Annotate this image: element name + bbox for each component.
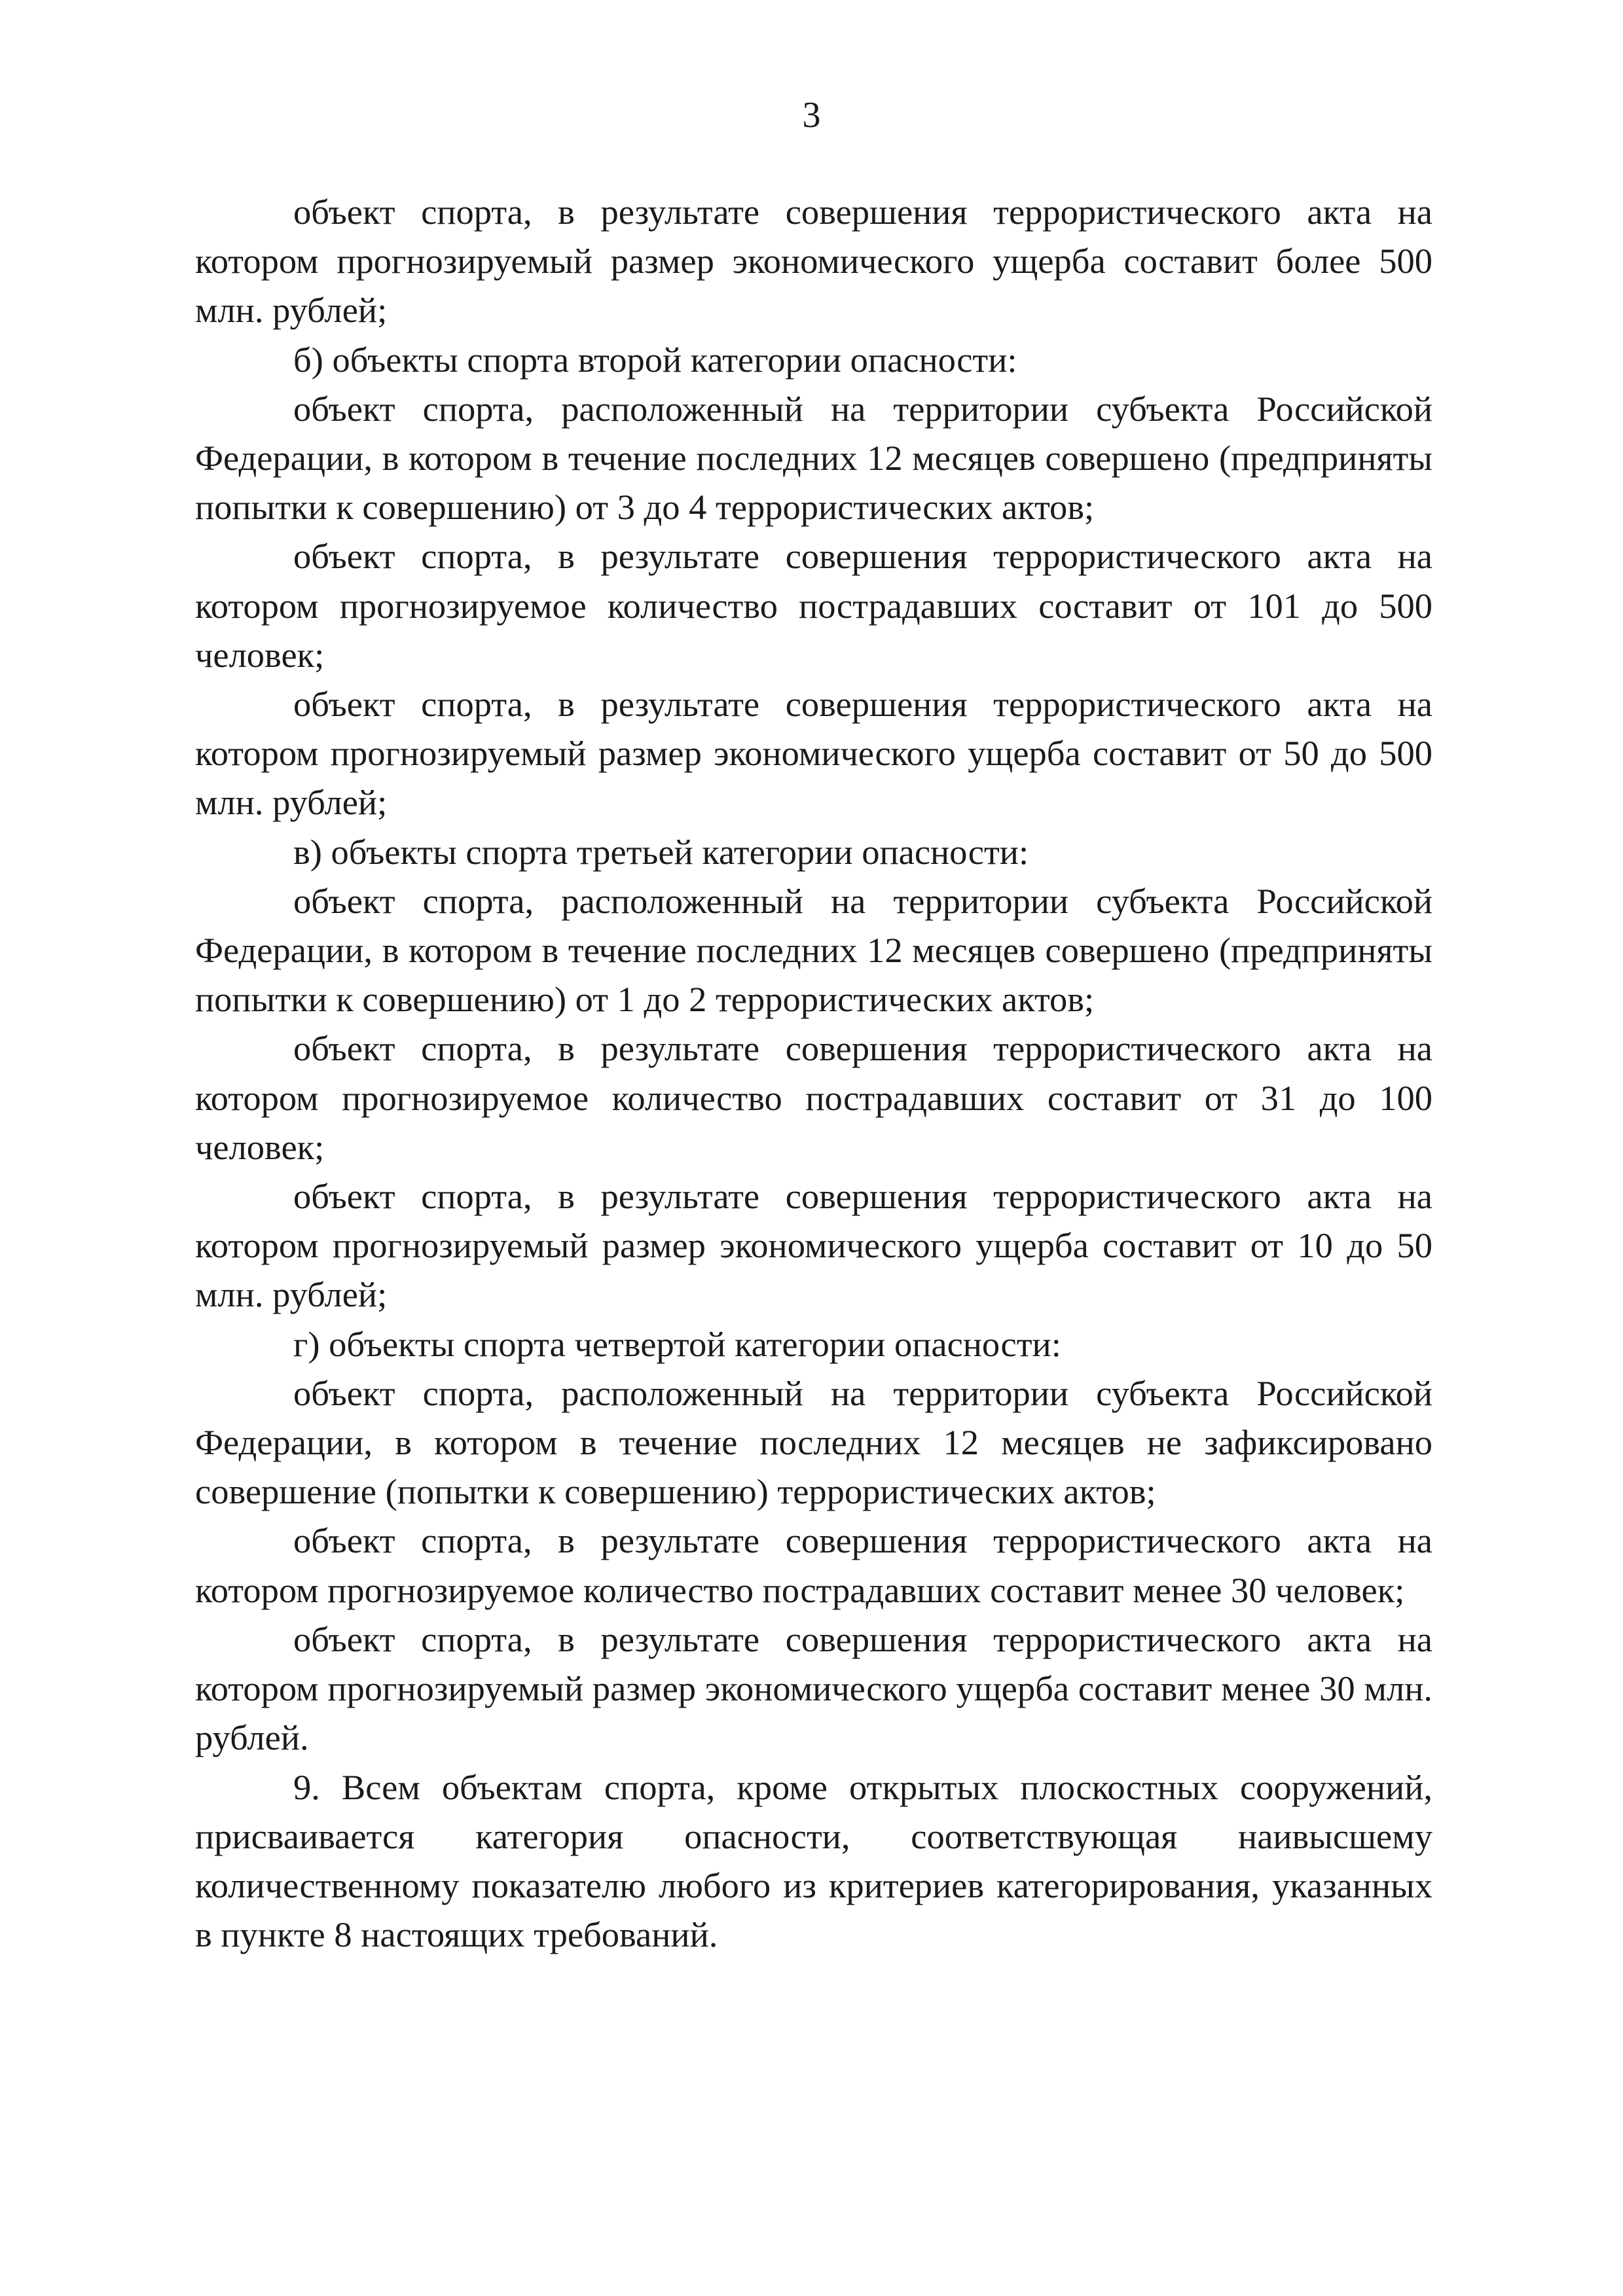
paragraph-2: б) объекты спорта второй категории опасности: [293,339,1017,380]
paragraph-9: объект спорта, в результате совершения террористического акта на котором прогнозируемый размер экономического ущерба составит от 10 до 50 млн. рублей; [195,1176,1432,1315]
paragraph-6: в) объекты спорта третьей категории опасности: [293,831,1029,872]
paragraph-13: объект спорта, в результате совершения террористического акта на котором прогнозируемый размер экономического ущерба составит менее 30 млн. рублей. [195,1619,1432,1758]
body-text [195,187,1432,1959]
paragraph-8: объект спорта, в результате совершения террористического акта на котором прогнозируемое количество пострадавших составит от 31 до 100 человек; [195,1028,1432,1167]
paragraph-10: г) объекты спорта четвертой категории опасности: [293,1323,1061,1364]
paragraph-4: объект спорта, в результате совершения террористического акта на котором прогнозируемое количество пострадавших составит от 101 до 500 человек; [195,536,1432,675]
paragraph-14: 9. Всем объектам спорта, кроме открытых плоскостных сооружений, присваивается категория опасности, соответствующая наивысшему количественному показателю любого из критериев категорирования, указанных в пункте 8 настоящих требований. [195,1767,1432,1955]
paragraph-11: объект спорта, расположенный на территории субъекта Российской Федерации, в котором в течение последних 12 месяцев не зафиксировано совершение (попытки к совершению) террористических актов; [195,1372,1432,1512]
paragraph-12: объект спорта, в результате совершения террористического акта на котором прогнозируемое количество пострадавших составит менее 30 человек; [195,1520,1432,1610]
page-number: 3 [802,95,821,135]
paragraph-7: объект спорта, расположенный на территории субъекта Российской Федерации, в котором в течение последних 12 месяцев совершено (предприняты попытки к совершению) от 1 до 2 террористических актов; [195,880,1432,1020]
paragraph-1: объект спорта, в результате совершения террористического акта на котором прогнозируемый размер экономического ущерба составит более 500 млн. рублей; [195,192,1432,331]
paragraph-3: объект спорта, расположенный на территории субъекта Российской Федерации, в котором в течение последних 12 месяцев совершено (предприняты попытки к совершению) от 3 до 4 террористических актов; [195,388,1432,528]
paragraph-5: объект спорта, в результате совершения террористического акта на котором прогнозируемый размер экономического ущерба составит от 50 до 500 млн. рублей; [195,684,1432,823]
